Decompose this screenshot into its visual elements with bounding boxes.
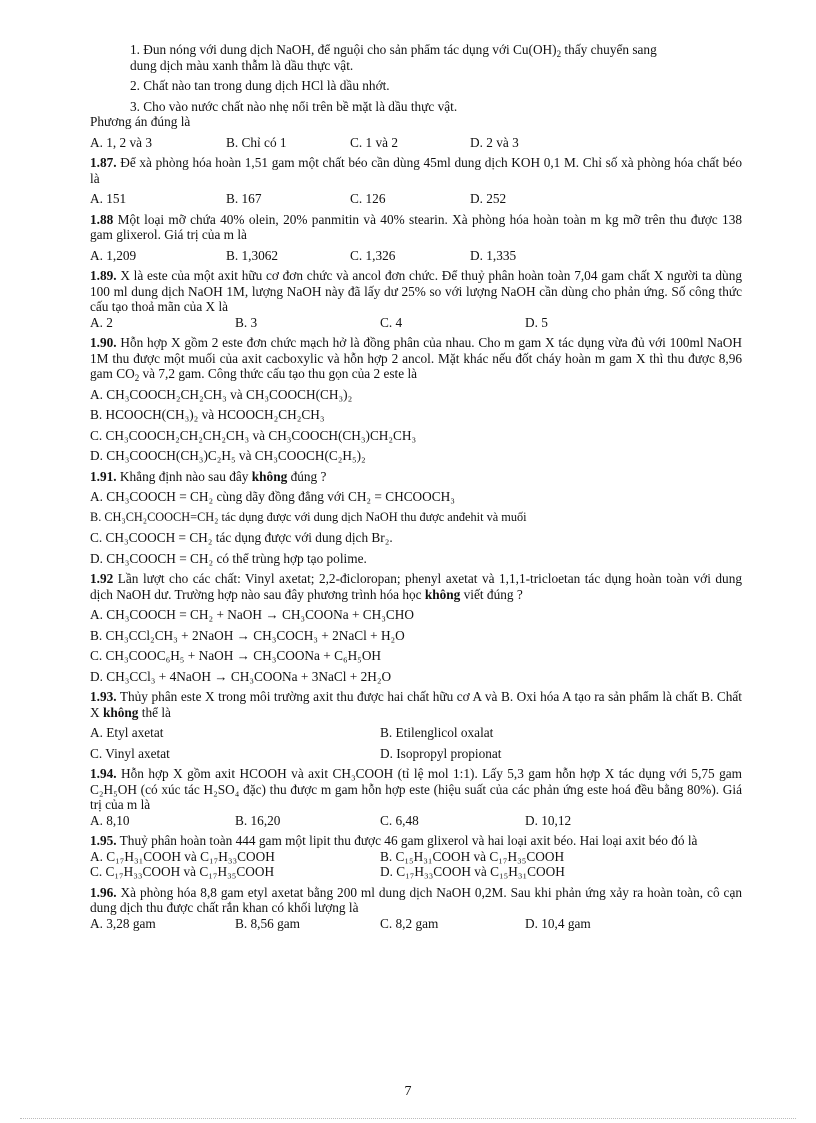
intro-options xyxy=(90,135,742,151)
option-d: D. CH₃COOCH(CH₃)C₂H₅ và CH₃COOCH(C₂H₅)₂ xyxy=(90,448,366,463)
option-a: A. 8,10 xyxy=(90,812,130,828)
option-c: C. 6,48 xyxy=(380,812,419,828)
question-1-90: 1.90. Hỗn hợp X gồm 2 este đơn chức mạch hở là đồng phân của nhau. Cho m gam X tác dụng vừa đủ với 100ml NaOH 1M thu được một muối của axit cacboxylic và hỗn hợp 2 ancol. Mặt khác nếu đốt cháy hoàn m gam X thì thu được 8,96 gam $CO_2$ và 7,2 gam. Công thức cấu tạo thu gọn của 2 este là xyxy=(90,335,742,383)
option-d: D. CH₃COOCH = CH₂ có thể trùng hợp tạo polime. xyxy=(90,550,367,566)
option-d: D. 252 xyxy=(470,191,507,206)
option-d: D. 2 và 3 xyxy=(470,134,519,150)
option-b: B. CH₃CH₂COOCH=CH₂ tác dụng được với dung dịch NaOH thu được anđehit và muối xyxy=(90,509,527,524)
intro-statement-1-cont: dung dịch màu xanh thẫm là dầu thực vật. xyxy=(130,57,354,73)
document-page xyxy=(90,42,742,931)
option-c: C. Vinyl axetat xyxy=(90,745,170,761)
option-b: B. 167 xyxy=(226,191,262,206)
option-b: B. 16,20 xyxy=(235,812,281,828)
option-a: A. 3,28 gam xyxy=(90,915,156,931)
option-b: B. 8,56 gam xyxy=(235,915,301,931)
option-a: A. 1,209 xyxy=(90,247,137,263)
option-c: C. 4 xyxy=(380,314,403,330)
option-a: A. 151 xyxy=(90,191,127,206)
question-1-88-options xyxy=(90,248,742,264)
question-1-95: 1.95. Thuỷ phân hoàn toàn 444 gam một lipit thu được 46 gam glixerol và hai loại axit béo. Hai loại axit béo đó là xyxy=(90,833,698,848)
option-c: C. CH₃COOCH = CH₂ tác dụng được với dung dịch Br₂. xyxy=(90,530,393,545)
option-c: C. CH₃COOC₆H₅ + NaOH → CH₃COONa + C₆H₅OH xyxy=(90,648,382,663)
option-b: B. CH₃CCl₂CH₃ + 2NaOH → CH₃COCH₃ + 2NaCl + H₂O xyxy=(90,627,405,643)
question-1-93-options-row-1 xyxy=(90,725,742,741)
question-1-91: 1.91. Khẳng định nào sau đây không đúng ? xyxy=(90,468,327,484)
option-d: D. 5 xyxy=(525,314,548,330)
option-a: A. CH₃COOCH = CH₂ cùng dãy đồng đẳng với CH₂ = CHCOOCH₃ xyxy=(90,489,455,504)
option-d: D. C₁₇H₃₃COOH và C₁₅H₃₁COOH xyxy=(380,864,565,879)
option-b: B. 1,3062 xyxy=(226,247,279,263)
question-1-96-options xyxy=(90,916,742,932)
option-a: A. 1, 2 và 3 xyxy=(90,134,153,150)
option-c: C. 126 xyxy=(350,191,386,206)
option-b: B. Etilenglicol oxalat xyxy=(380,725,494,740)
option-b: B. C₁₅H₃₁COOH và C₁₇H₃₅COOH xyxy=(380,848,565,864)
question-1-94-options xyxy=(90,813,742,829)
intro-statement-2: 2. Chất nào tan trong dung dịch HCl là dầu nhớt. xyxy=(130,78,390,93)
question-1-94: 1.94. Hỗn hợp X gồm axit HCOOH và axit CH₃COOH (tỉ lệ mol 1:1). Lấy 5,3 gam hỗn hợp X tác dụng với 5,75 gam C₂H₅OH (có xúc tác H₂SO₄ đặc) thu được m gam hỗn hợp este (hiệu suất của các phản ứng este hoá đều bằng 80%). Giá trị của m là xyxy=(90,766,742,812)
intro-statement-3: 3. Cho vào nước chất nào nhẹ nổi trên bề mặt là dầu thực vật. xyxy=(130,98,458,114)
question-1-96: 1.96. Xà phòng hóa 8,8 gam etyl axetat bằng 200 ml dung dịch NaOH 0,2M. Sau khi phản ứng xảy ra hoàn toàn, cô cạn dung dịch thu được chất rắn khan có khối lượng là xyxy=(90,884,742,915)
option-b: B. HCOOCH(CH₃)₂ và HCOOCH₂CH₂CH₃ xyxy=(90,407,325,422)
question-1-93: 1.93. Thủy phân este X trong môi trường axit thu được hai chất hữu cơ A và B. Oxi hóa A tạo ra sản phẩm là chất B. Chất X không thể là xyxy=(90,689,742,720)
question-1-95-options-row-2 xyxy=(90,864,742,880)
page-number: 7 xyxy=(404,1084,412,1099)
question-1-88: 1.88 Một loại mỡ chứa 40% olein, 20% panmitin và 40% stearin. Xà phòng hóa hoàn toàn m kg mỡ trên thu được 138 gam glixerol. Giá trị của m là xyxy=(90,211,742,242)
question-1-87: 1.87. Để xà phòng hóa hoàn 1,51 gam một chất béo cần dùng 45ml dung dịch KOH 0,1 M. Chỉ số xà phòng hóa chất béo là xyxy=(90,155,742,186)
page-bottom-divider xyxy=(20,1118,796,1119)
option-a: A. Etyl axetat xyxy=(90,725,164,740)
option-c: C. CH₃COOCH₂CH₂CH₂CH₃ và CH₃COOCH(CH₃)CH₂CH₃ xyxy=(90,427,417,443)
question-1-95-options-row-1 xyxy=(90,849,742,865)
option-d: D. 1,335 xyxy=(470,247,517,263)
option-c: C. 1,326 xyxy=(350,247,396,263)
option-d: D. 10,12 xyxy=(525,812,572,828)
option-b: B. 3 xyxy=(235,314,258,330)
option-a: A. 2 xyxy=(90,314,113,330)
option-a: A. CH₃COOCH₂CH₂CH₃ và CH₃COOCH(CH₃)₂ xyxy=(90,386,353,402)
option-c: C. 1 và 2 xyxy=(350,134,399,150)
option-c: C. C₁₇H₃₃COOH và C₁₇H₃₅COOH xyxy=(90,864,275,879)
option-d: D. 10,4 gam xyxy=(525,915,591,931)
intro-lead: Phương án đúng là xyxy=(90,114,191,129)
intro-statement-1: 1. Đun nóng với dung dịch NaOH, để nguội cho sản phẩm tác dụng với $Cu(OH)_2$ thấy chuyển sang dung dịch màu xanh thẫm là dầu thực vật. xyxy=(130,42,657,73)
option-a: A. CH₃COOCH = CH₂ + NaOH → CH₃COONa + CH₃CHO xyxy=(90,607,414,622)
question-1-89-options xyxy=(90,315,742,331)
option-b: B. Chỉ có 1 xyxy=(226,134,287,150)
question-1-89: 1.89. X là este của một axit hữu cơ đơn chức và ancol đơn chức. Để thuỷ phân hoàn toàn 7,04 gam chất X người ta dùng 100 ml dung dịch NaOH 1M, lượng NaOH này đã lấy dư 25% so với lượng NaOH cần dùng cho phản ứng. Số công thức cấu tạo thoả mãn của X là xyxy=(90,268,742,314)
question-1-92: 1.92 Lần lượt cho các chất: Vinyl axetat; 2,2-đicloropan; phenyl axetat và 1,1,1-tricloetan tác dụng hoàn toàn với dung dịch NaOH dư. Trường hợp nào sau đây phương trình hóa học không viết đúng ? xyxy=(90,571,742,602)
option-d: D. CH₃CCl₃ + 4NaOH → CH₃COONa + 3NaCl + 2H₂O xyxy=(90,668,392,684)
question-1-93-options-row-2 xyxy=(90,746,742,762)
question-1-87-options xyxy=(90,191,742,207)
option-d: D. Isopropyl propionat xyxy=(380,745,502,761)
option-a: A. C₁₇H₃₁COOH và C₁₇H₃₃COOH xyxy=(90,848,275,864)
option-c: C. 8,2 gam xyxy=(380,915,439,931)
